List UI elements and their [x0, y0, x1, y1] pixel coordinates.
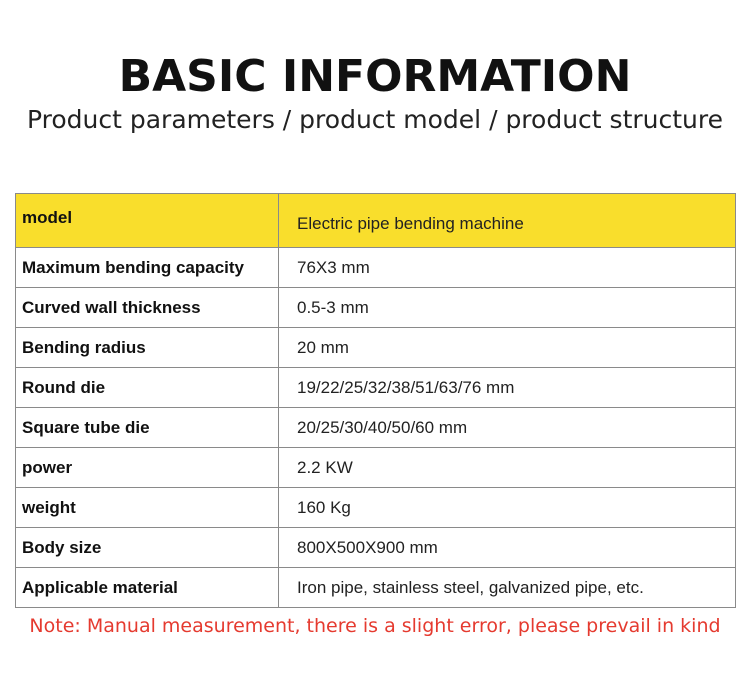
- spec-value: 160 Kg: [279, 488, 736, 528]
- spec-label: weight: [16, 488, 279, 528]
- spec-label: Applicable material: [16, 568, 279, 608]
- spec-value: 19/22/25/32/38/51/63/76 mm: [279, 368, 736, 408]
- spec-value: 0.5-3 mm: [279, 288, 736, 328]
- table-row: [16, 288, 736, 328]
- table-row: [16, 408, 736, 448]
- spec-value: 20/25/30/40/50/60 mm: [279, 408, 736, 448]
- spec-label: Round die: [16, 368, 279, 408]
- table-row: [16, 488, 736, 528]
- spec-label: Curved wall thickness: [16, 288, 279, 328]
- spec-label: Maximum bending capacity: [16, 248, 279, 288]
- table-row: [16, 528, 736, 568]
- table-row: [16, 568, 736, 608]
- spec-label: Square tube die: [16, 408, 279, 448]
- spec-value: 800X500X900 mm: [279, 528, 736, 568]
- page-title: BASIC INFORMATION: [118, 51, 632, 102]
- spec-label: power: [16, 448, 279, 488]
- table-row: [16, 448, 736, 488]
- spec-value: 2.2 KW: [279, 448, 736, 488]
- spec-value: Iron pipe, stainless steel, galvanized pipe, etc.: [279, 568, 736, 608]
- spec-value: 76X3 mm: [279, 248, 736, 288]
- table-row: [16, 368, 736, 408]
- spec-value: Electric pipe bending machine: [279, 194, 736, 248]
- table-header-row: [16, 194, 736, 248]
- disclaimer-note: Note: Manual measurement, there is a slight error, please prevail in kind: [29, 615, 721, 637]
- page-subtitle: Product parameters / product model / product structure: [26, 105, 723, 134]
- spec-value: 20 mm: [279, 328, 736, 368]
- spec-label: model: [16, 194, 279, 248]
- table-row: [16, 248, 736, 288]
- table-row: [16, 328, 736, 368]
- spec-table: [15, 193, 736, 608]
- spec-label: Bending radius: [16, 328, 279, 368]
- spec-label: Body size: [16, 528, 279, 568]
